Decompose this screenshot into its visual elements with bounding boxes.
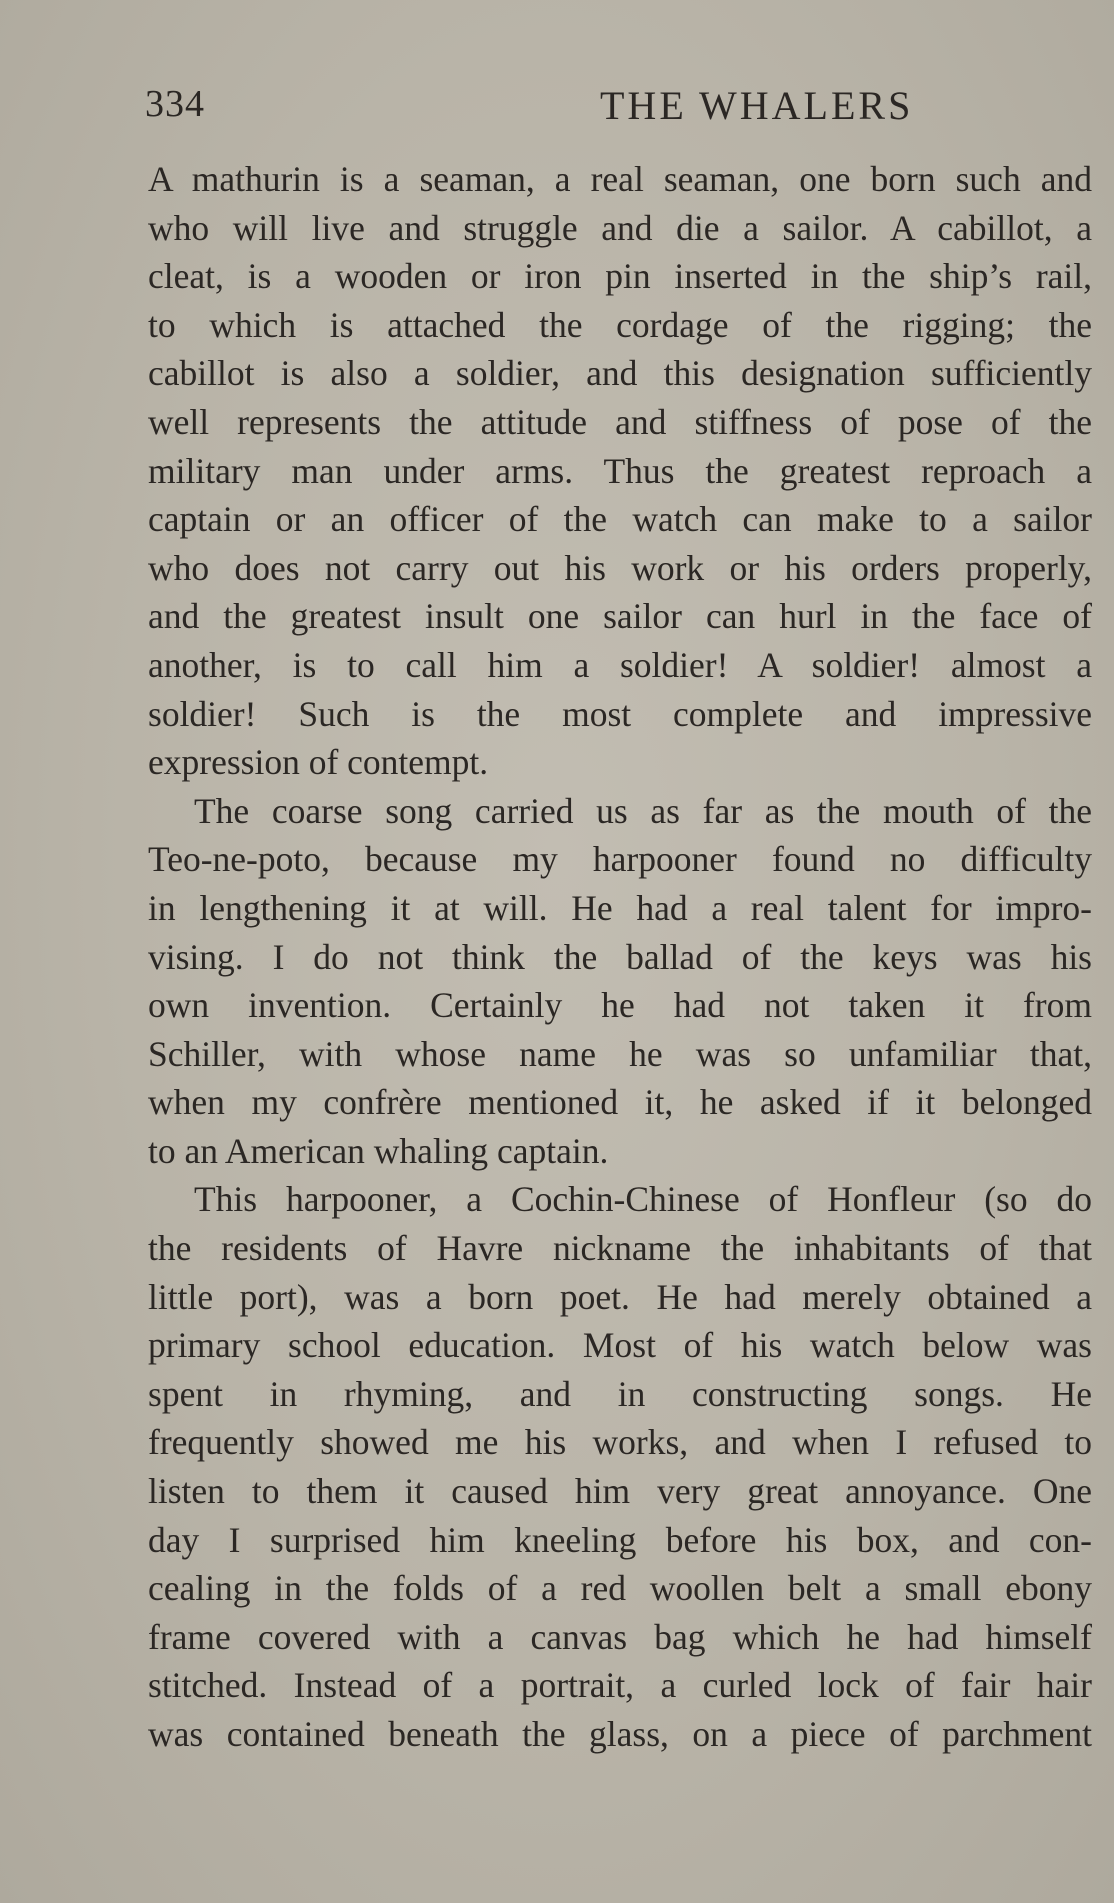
text-line: well represents the attitude and stiffness of pose of the — [148, 401, 1092, 442]
text-line: another, is to call him a soldier! A soldier! almost a — [148, 644, 1092, 685]
text-line: cealing in the folds of a red woollen belt a small ebony — [148, 1568, 1092, 1609]
text-line: listen to them it caused him very great annoyance. One — [148, 1471, 1092, 1512]
text-line: cleat, is a wooden or iron pin inserted in the ship’s rail, — [148, 256, 1092, 297]
text-line: captain or an officer of the watch can make to a sailor — [148, 499, 1092, 540]
paragraph-first-line: This harpooner, a Cochin-Chinese of Honfleur (so do — [194, 1179, 1092, 1220]
text-line: military man under arms. Thus the greatest reproach a — [148, 450, 1092, 491]
running-title: THE WHALERS — [600, 83, 914, 128]
page-header — [145, 82, 1095, 138]
text-line: Schiller, with whose name he was so unfamiliar that, — [148, 1033, 1092, 1074]
text-line: who does not carry out his work or his orders properly, — [148, 547, 1092, 588]
text-line: frame covered with a canvas bag which he had himself — [148, 1616, 1092, 1657]
text-line: in lengthening it at will. He had a real talent for impro- — [148, 887, 1092, 928]
text-line: vising. I do not think the ballad of the keys was his — [148, 936, 1092, 977]
text-line: little port), was a born poet. He had merely obtained a — [148, 1276, 1092, 1317]
page-number: 334 — [145, 83, 205, 125]
text-line: and the greatest insult one sailor can hurl in the face of — [148, 596, 1092, 637]
text-line: stitched. Instead of a portrait, a curled lock of fair hair — [148, 1665, 1092, 1706]
text-line: own invention. Certainly he had not taken it from — [148, 985, 1092, 1026]
text-line: when my confrère mentioned it, he asked if it belonged — [148, 1082, 1092, 1123]
text-line: primary school education. Most of his watch below was — [148, 1325, 1092, 1366]
text-line: to which is attached the cordage of the rigging; the — [148, 304, 1092, 345]
text-line: who will live and struggle and die a sailor. A cabillot, a — [148, 207, 1092, 248]
paragraph-first-line: The coarse song carried us as far as the mouth of the — [194, 790, 1092, 831]
text-line: cabillot is also a soldier, and this designation sufficiently — [148, 353, 1092, 394]
text-line: A mathurin is a seaman, a real seaman, one born such and — [148, 159, 1092, 199]
text-line: the residents of Havre nickname the inhabitants of that — [148, 1228, 1092, 1269]
text-line: frequently showed me his works, and when I refused to — [148, 1422, 1092, 1463]
text-line: expression of contempt. — [148, 742, 489, 783]
text-line: Teo-ne-poto, because my harpooner found no difficulty — [148, 839, 1092, 880]
text-line: soldier! Such is the most complete and impressive — [148, 693, 1092, 734]
text-line: spent in rhyming, and in constructing songs. He — [148, 1373, 1092, 1414]
body-text — [148, 155, 1092, 1759]
text-line: day I surprised him kneeling before his box, and con- — [148, 1519, 1092, 1560]
text-line: was contained beneath the glass, on a piece of parchment — [148, 1714, 1092, 1754]
text-line: to an American whaling captain. — [148, 1130, 609, 1171]
